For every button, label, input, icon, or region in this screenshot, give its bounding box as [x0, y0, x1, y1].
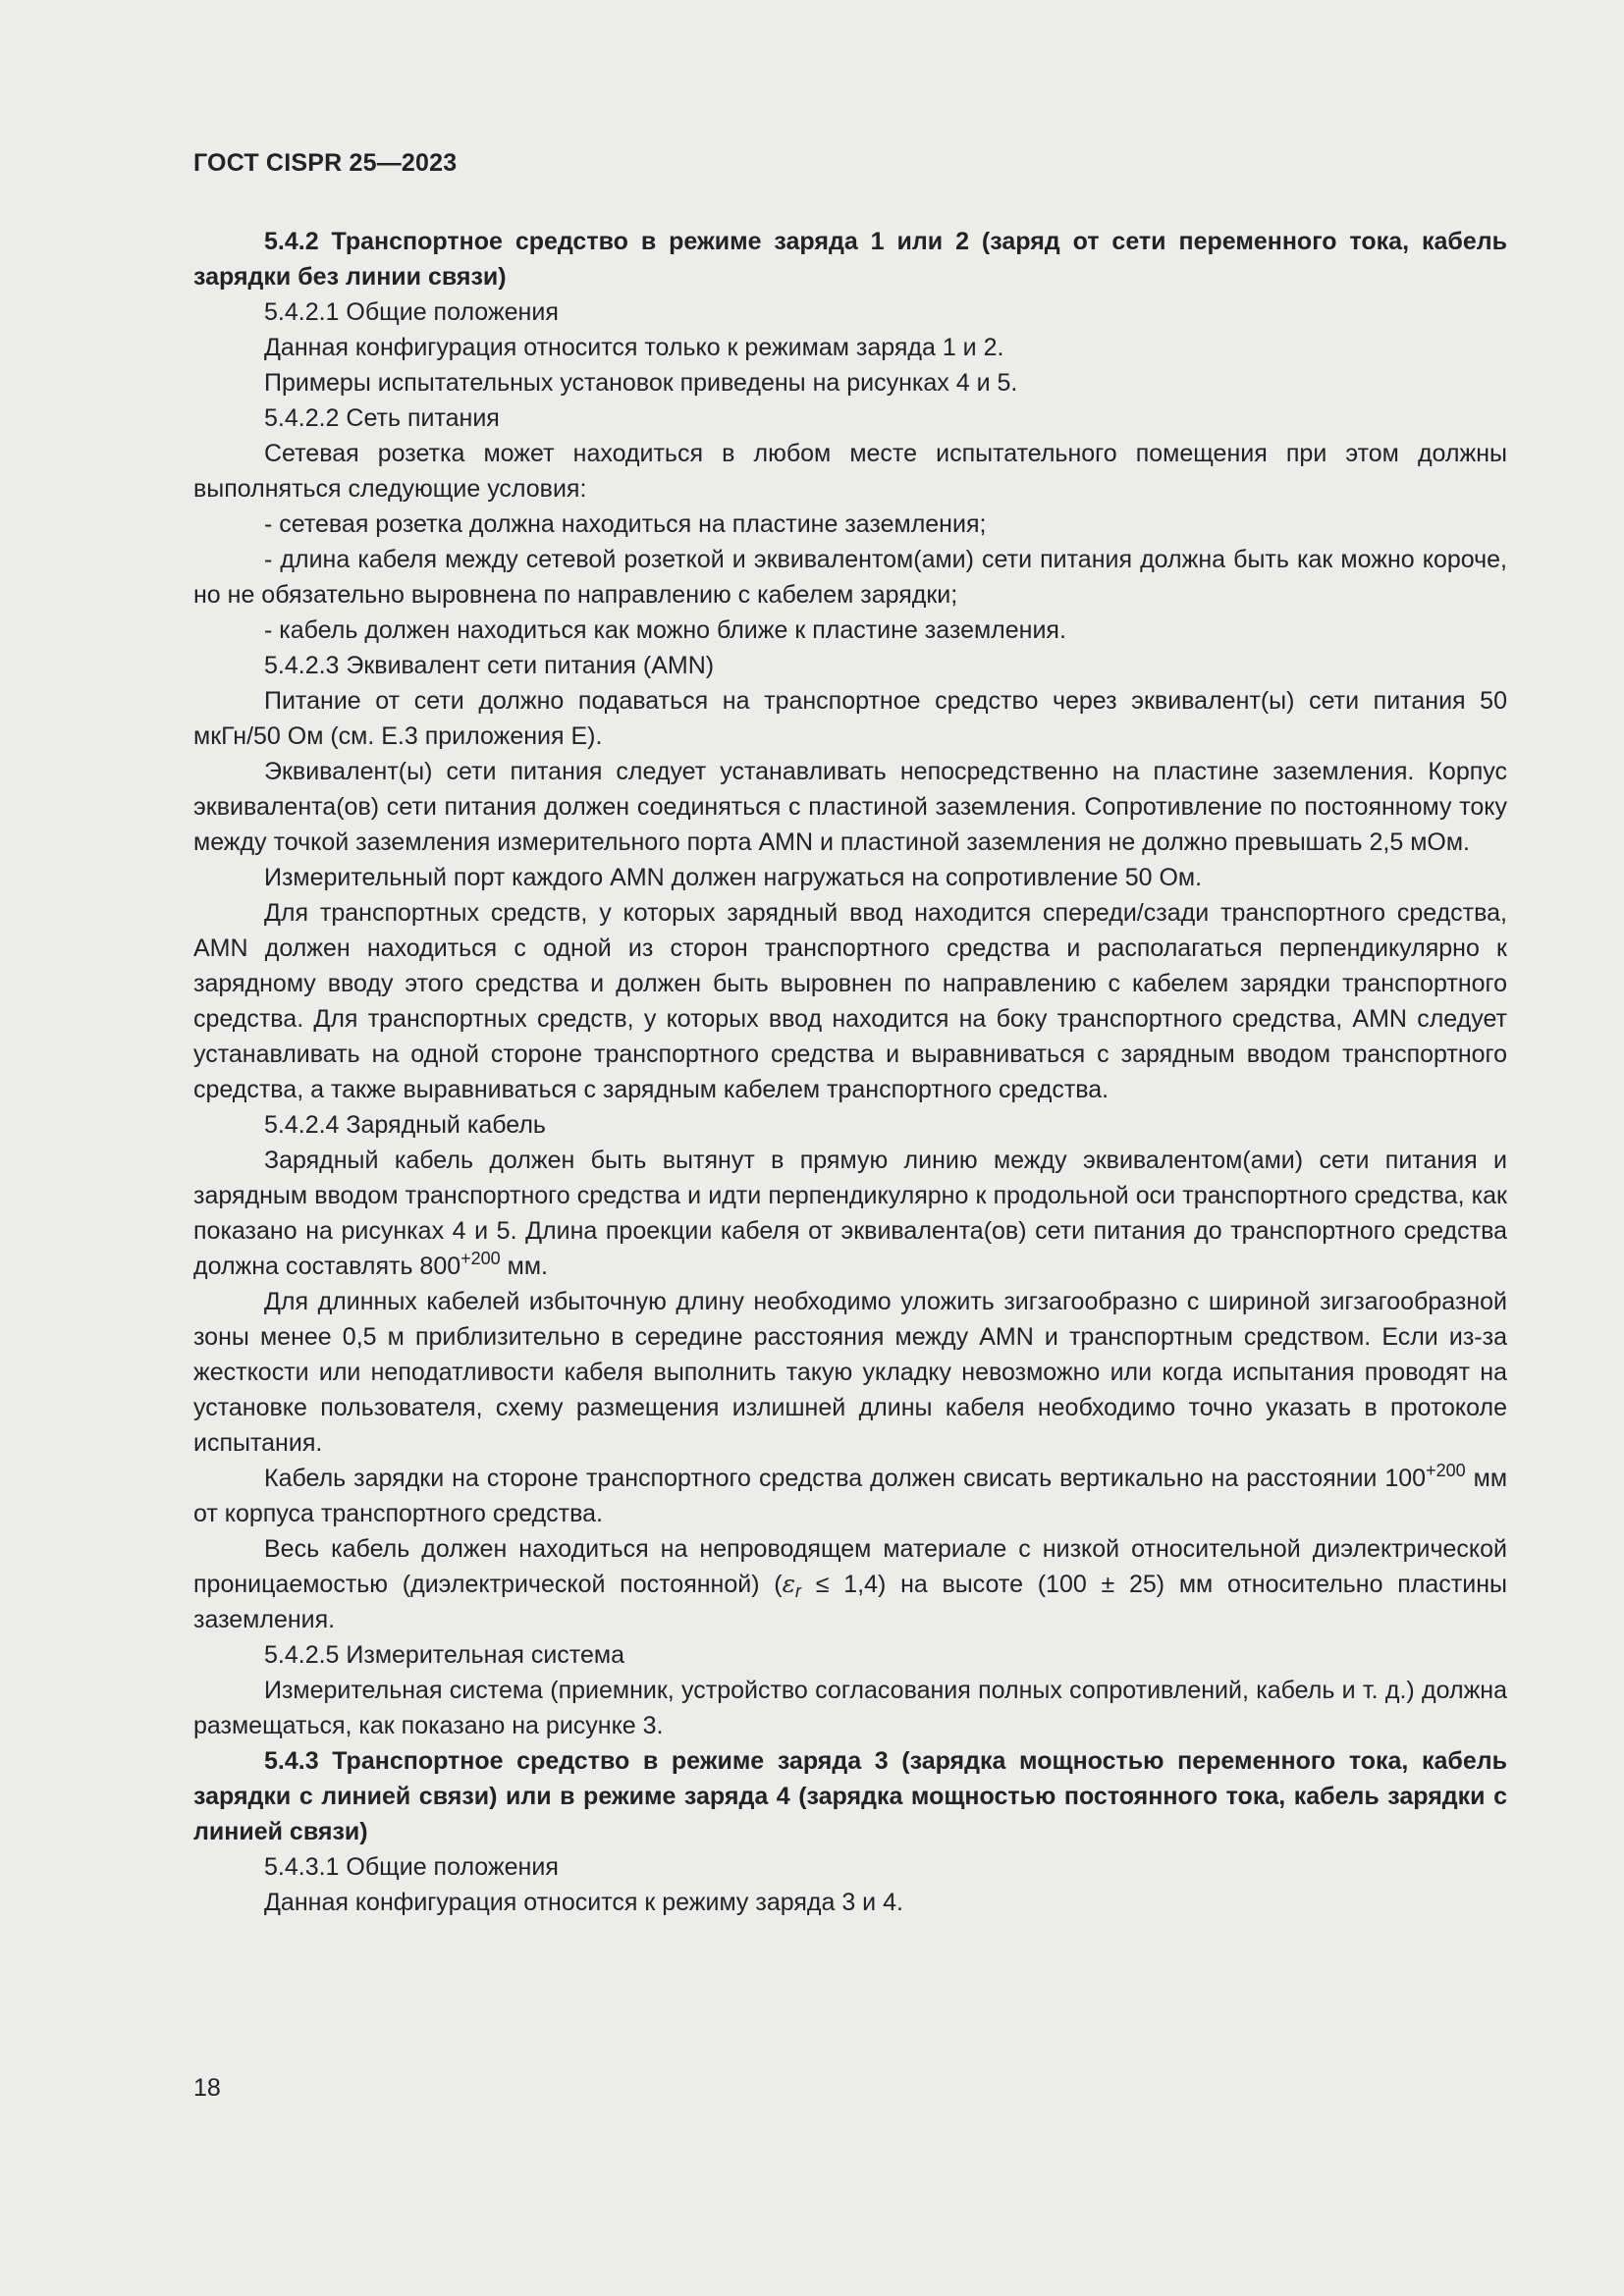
epsilon-symbol: ε: [782, 1570, 796, 1598]
paragraph: Данная конфигурация относится только к режимам заряда 1 и 2.: [264, 334, 1004, 361]
text-span: Зарядный кабель должен быть вытянут в прямую линию между эквивалентом(ами) сети питания и зарядным вводом транспортного средства и идти перпендикулярно к продольной оси транспортного средства, как показано на рисунках 4 и 5. Длина проекции кабеля от эквивалента(ов) сети питания до транспортного средства должна составлять 800: [193, 1147, 1507, 1280]
text-span: Кабель зарядки на стороне транспортного средства должен свисать вертикально на расстоянии 100: [264, 1465, 1427, 1492]
document-body: [193, 224, 1507, 1920]
page-number: 18: [193, 2074, 221, 2102]
subsection-title-5-4-2-2: 5.4.2.2 Сеть питания: [264, 404, 500, 432]
subsection-title-5-4-2-5: 5.4.2.5 Измерительная система: [264, 1641, 624, 1669]
list-item: - сетевая розетка должна находиться на пластине заземления;: [264, 510, 987, 538]
paragraph: Питание от сети должно подаваться на транспортное средство через эквивалент(ы) сети питания 50 мкГн/50 Ом (см. Е.3 приложения Е).: [193, 687, 1507, 750]
document-header: ГОСТ CISPR 25—2023: [193, 149, 458, 177]
text-span: мм от корпуса транспортного средства.: [193, 1465, 1508, 1527]
subscript-r: r: [795, 1581, 802, 1601]
paragraph: Измерительная система (приемник, устройство согласования полных сопротивлений, кабель и т. д.) должна размещаться, как показано на рисунке 3.: [193, 1677, 1507, 1739]
paragraph: Измерительный порт каждого AMN должен нагружаться на сопротивление 50 Ом.: [264, 864, 1203, 891]
paragraph: Данная конфигурация относится к режиму заряда 3 и 4.: [264, 1889, 903, 1916]
subsection-title-5-4-3-1: 5.4.3.1 Общие положения: [264, 1853, 559, 1881]
subsection-title-5-4-2-4: 5.4.2.4 Зарядный кабель: [264, 1111, 546, 1139]
text-span: ≤ 1,4) на высоте (100 ± 25) мм относительно пластины заземления.: [193, 1571, 1507, 1633]
paragraph: [193, 1461, 1507, 1531]
subsection-title-5-4-2-3: 5.4.2.3 Эквивалент сети питания (AMN): [264, 652, 715, 679]
paragraph: Эквивалент(ы) сети питания следует устанавливать непосредственно на пластине заземления. Корпус эквивалента(ов) сети питания должен соединяться с пластиной заземления. Сопротивление по постоянному току между точкой заземления измерительного порта AMN и пластиной заземления не должно превышать 2,5 мОм.: [193, 758, 1507, 856]
section-heading-5-4-3: 5.4.3 Транспортное средство в режиме заряда 3 (зарядка мощностью переменного тока, кабель зарядки с линией связи) или в режиме заряда 4 (зарядка мощностью постоянного тока, кабель зарядки с линией связи): [193, 1747, 1507, 1845]
section-heading-5-4-2: 5.4.2 Транспортное средство в режиме заряда 1 или 2 (заряд от сети переменного тока, кабель зарядки без линии связи): [193, 228, 1507, 291]
paragraph: Примеры испытательных установок приведены на рисунках 4 и 5.: [264, 369, 1018, 397]
text-span: мм.: [500, 1253, 548, 1280]
subsection-title-5-4-2-1: 5.4.2.1 Общие положения: [264, 298, 559, 326]
superscript-tolerance: +200: [1426, 1461, 1466, 1480]
list-item: - кабель должен находиться как можно ближе к пластине заземления.: [264, 616, 1066, 644]
paragraph: [193, 1143, 1507, 1284]
paragraph: Для транспортных средств, у которых зарядный ввод находится спереди/сзади транспортного средства, AMN должен находиться с одной из сторон транспортного средства и располагаться перпендикулярно к зарядному вводу этого средства и должен быть выровнен по направлению с кабелем зарядки транспортного средства. Для транспортных средств, у которых ввод находится на боку транспортного средства, AMN следует устанавливать на одной стороне транспортного средства и выравниваться с зарядным вводом транспортного средства, а также выравниваться с зарядным кабелем транспортного средства.: [193, 899, 1507, 1103]
paragraph: [193, 1531, 1507, 1637]
text-span: Весь кабель должен находиться на непроводящем материале с низкой относительной диэлектрической проницаемостью (диэлектрической постоянной) (: [193, 1535, 1507, 1598]
superscript-tolerance: +200: [460, 1249, 501, 1268]
paragraph: Сетевая розетка может находиться в любом месте испытательного помещения при этом должны выполняться следующие условия:: [193, 440, 1507, 503]
list-item: - длина кабеля между сетевой розеткой и эквивалентом(ами) сети питания должна быть как можно короче, но не обязательно выровнена по направлению с кабелем зарядки;: [193, 546, 1507, 609]
paragraph: Для длинных кабелей избыточную длину необходимо уложить зигзагообразно с шириной зигзагообразной зоны менее 0,5 м приблизительно в середине расстояния между AMN и транспортным средством. Если из-за жесткости или неподатливости кабеля выполнить такую укладку невозможно или когда испытания проводят на установке пользователя, схему размещения излишней длины кабеля необходимо точно указать в протоколе испытания.: [193, 1288, 1507, 1457]
